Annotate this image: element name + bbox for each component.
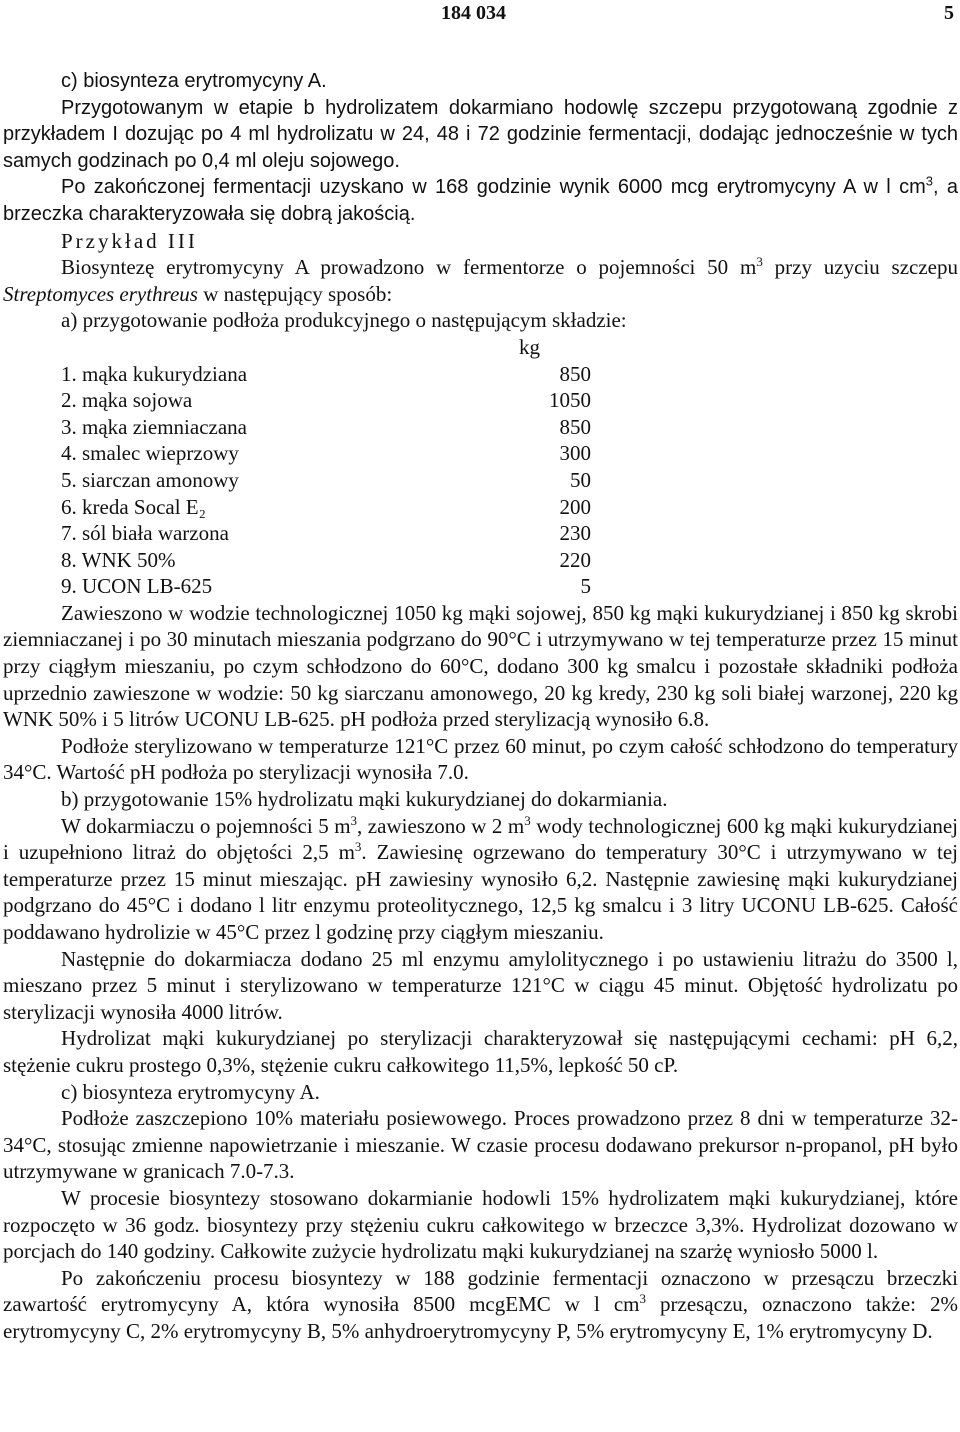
table-row: 2. mąka sojowa 1050 (61, 388, 591, 413)
paragraph: Biosyntezę erytromycyny A prowadzono w fermentorze o pojemności 50 $m^3$ przy uzyciu szczepu Streptomyces erythreus w następujący sposób: (3, 254, 958, 306)
ingredients-table (61, 334, 958, 600)
paragraph: Po zakończonej fermentacji uzyskano w 168 godzinie wynik 6000 mcg erytromycyny A w l $cm^3$, a brzeczka charakteryzowała się dobrą jakością. (3, 173, 958, 225)
paragraph: W dokarmiaczu o pojemności 5 $m^3$, zawieszono w 2 $m^3$ wody technologicznej 600 kg mąki kukurydzianej i uzupełniono litraż do objętości 2,5 $m^3$. Zawiesinę ogrzewano do temperatury 30°C i utrzymywano w tej temperaturze przez 15 minut mieszając. pH zawiesiny wynosiło 6,2. Następnie zawiesinę mąki kukurydzianej podgrzano do 45°C i dodano l litr enzymu proteolitycznego, 12,5 kg smalcu i 3 litry UCONU LB-625. Całość poddawano hydrolizie w 45°C przez l godzinę przy ciągłym mieszaniu. (3, 812, 959, 944)
paragraph: W procesie biosyntezy stosowano dokarmianie hodowli 15% hydrolizatem mąki kukurydzianej, które rozpoczęto w 36 godz. biosyntezy przy stężeniu cukru całkowitego w brzeczce 3,3%. Hydrolizat dozowano w porcjach do 140 godziny. Całkowite zużycie hydrolizatu mąki kukurydzianej na szarżę wyniosło 5000 l. (3, 1185, 958, 1264)
paragraph: Przygotowanym w etapie b hydrolizatem dokarmiano hodowlę szczepu przygotowaną zgodnie z przykładem I dozując po 4 ml hydrolizatu w 24, 48 i 72 godzinie fermentacji, dodając jednocześnie w tych samych godzinach po 0,4 ml oleju sojowego. (3, 96, 958, 172)
document-body (3, 30, 958, 1345)
step-c-heading: c) biosynteza erytromycyny A. (61, 1079, 320, 1104)
step-b-heading: b) przygotowanie 15% hydrolizatu mąki kukurydzianej do dokarmiania. (61, 787, 668, 812)
step-a-heading: a) przygotowanie podłoża produkcyjnego o następującym składzie: (61, 308, 627, 333)
table-row: 7. sól biała warzona 230 (61, 521, 591, 546)
page-number: 5 (944, 2, 954, 24)
example-title: Przykład III (61, 228, 198, 253)
table-row: 6. kreda Socal E₂ 200 (61, 494, 591, 519)
paragraph: Podłoże sterylizowano w temperaturze 121°C przez 60 minut, po czym całość schłodzono do temperatury 34°C. Wartość pH podłoża po sterylizacji wynosiła 7.0. (3, 733, 958, 785)
section-heading-c: c) biosynteza erytromycyny A. (61, 70, 327, 92)
document-number: 184 034 (441, 2, 506, 24)
table-row: 1. mąka kukurydziana 850 (61, 361, 591, 386)
page-header (3, 0, 958, 30)
paragraph: Podłoże zaszczepiono 10% materiału posiewowego. Proces prowadzono przez 8 dni w temperaturze 32-34°C, stosując zmienne napowietrzanie i mieszanie. W czasie procesu dodawano prekursor n-propanol, pH było utrzymywane w granicach 7.0-7.3. (3, 1106, 958, 1184)
table-row: 3. mąka ziemniaczana 850 (61, 414, 591, 439)
paragraph: Następnie do dokarmiacza dodano 25 ml enzymu amylolitycznego i po ustawieniu litrażu do 3500 l, mieszano przez 5 minut i sterylizowano w temperaturze 121°C w ciągu 45 minut. Objętość hydrolizatu po sterylizacji wynosiła 4000 litrów. (3, 946, 958, 1024)
paragraph: Po zakończeniu procesu biosyntezy w 188 godzinie fermentacji oznaczono w przesączu brzeczki zawartość erytromycyny A, która wynosiła 8500 mcgEMC w l $cm^3$ przesączu, oznaczono także: 2% erytromycyny C, 2% erytromycyny B, 5% anhydroerytromycyny P, 5% erytromycyny E, 1% erytromycyny D. (3, 1265, 958, 1343)
table-row: 8. WNK 50% 220 (61, 547, 591, 572)
table-row: 5. siarczan amonowy 50 (61, 467, 591, 492)
paragraph: Hydrolizat mąki kukurydzianej po sterylizacji charakteryzował się następującymi cechami: pH 6,2, stężenie cukru prostego 0,3%, stężenie cukru całkowitego 11,5%, lepkość 50 cP. (3, 1026, 958, 1077)
table-row: 4. smalec wieprzowy 300 (61, 441, 591, 466)
unit-label: kg (519, 334, 540, 359)
paragraph: Zawieszono w wodzie technologicznej 1050 kg mąki sojowej, 850 kg mąki kukurydzianej i 850 kg skrobi ziemniaczanej i po 30 minutach mieszania podgrzano do 90°C i utrzymywano w tej temperaturze przez 15 minut przy ciągłym mieszaniu, po czym schłodzono do 60°C, dodano 300 kg smalcu i pozostałe składniki podłoża uprzednio zawieszone w wodzie: 50 kg siarczanu amonowego, 20 kg kredy, 230 kg soli białej warzonej, 220 kg WNK 50% i 5 litrów UCONU LB-625. pH podłoża przed sterylizacją wynosiło 6.8. (3, 600, 958, 732)
table-row: 9. UCON LB-625 5 (61, 574, 591, 599)
